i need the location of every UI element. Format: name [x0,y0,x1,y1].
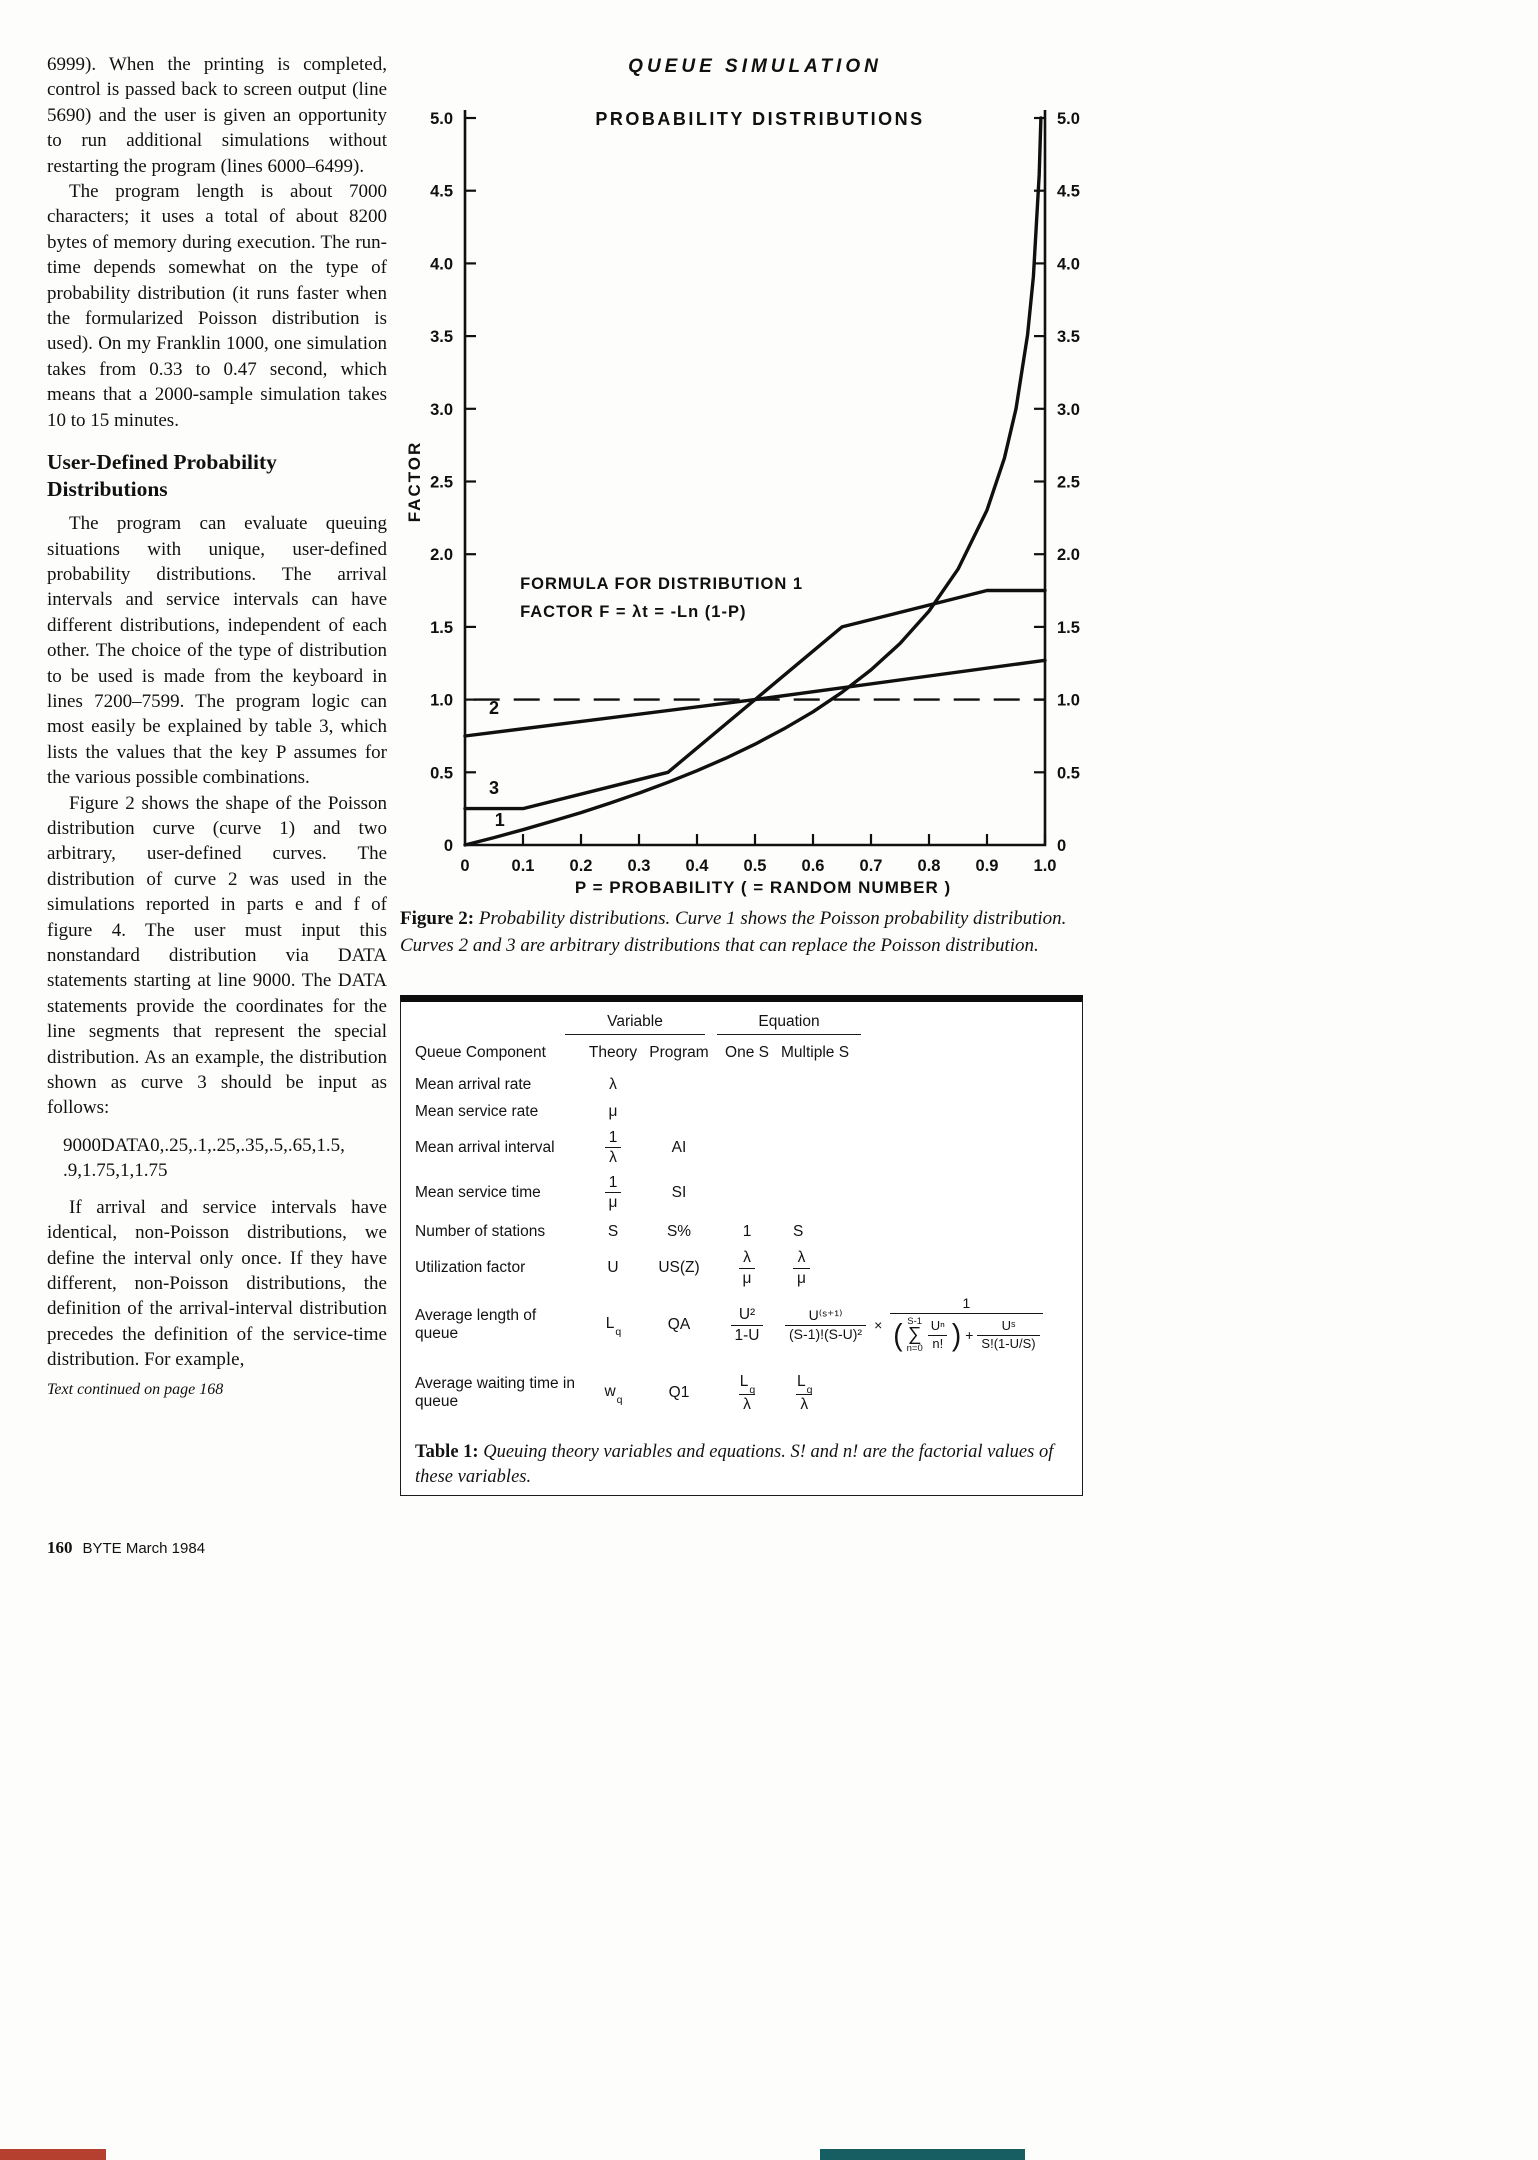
chart-title: PROBABILITY DISTRIBUTIONS [595,109,925,129]
y-tick-label-left: 1.5 [430,618,453,637]
table-row [415,1288,1068,1362]
symbol-base: L [797,1372,806,1390]
fraction-denominator: λ [796,1394,812,1413]
table-row [415,1125,1068,1170]
symbol-subscript: q [806,1383,813,1396]
group-header-variable: Variable [565,1013,705,1035]
cell-program: S% [666,1222,692,1240]
y-tick-label-left: 2.0 [430,546,453,565]
close-paren: ) [951,1317,962,1352]
curve-1 [465,118,1041,845]
fraction-denominator: S!(1-U/S) [977,1335,1039,1351]
fraction [605,1174,622,1211]
symbol-subscript: q [749,1383,756,1396]
symbol-base: L [739,1372,749,1390]
fraction [739,1249,756,1286]
open-paren: ( [893,1317,903,1352]
cell-theory [585,1129,641,1166]
page-edge-strip-teal [820,2149,1025,2160]
cell-theory: U [607,1259,619,1276]
cell-program: Q1 [668,1384,690,1401]
fraction-numerator: 1 [962,1295,971,1312]
cell-multiple-s: S [793,1222,804,1240]
cell-one-s: 1 [742,1222,752,1240]
y-axis-title: FACTOR [405,440,424,523]
fraction-numerator: λ [743,1249,751,1267]
cell-component: Mean arrival interval [415,1138,555,1156]
x-tick-label: 0.6 [801,857,825,875]
cell-one-s [717,1306,777,1343]
summation [907,1317,923,1354]
table-row [415,1248,1068,1288]
cell-theory: S [607,1222,619,1240]
probability-distributions-chart [400,48,1100,900]
cell-component: Mean service time [415,1183,541,1201]
fraction [977,1319,1039,1351]
x-axis-title: P = PROBABILITY ( = RANDOM NUMBER ) [574,878,952,897]
y-tick-label-right: 4.0 [1057,255,1080,274]
article-paragraph: 6999). When the printing is completed, control is passed back to screen output (line 5690) and the user is given an opportunity to run additional simulations without restarting the program (lines 6000–6499). [47,54,387,177]
symbol-subscript: q [616,1394,623,1407]
x-tick-label: 0.8 [917,857,941,875]
y-tick-label-left: 0.5 [430,764,453,783]
curve-label-1: 1 [494,810,505,831]
y-tick-label-right: 0 [1057,837,1067,855]
fraction-denominator: μ [739,1268,756,1287]
y-tick-label-right: 2.5 [1057,473,1080,492]
table-1 [400,995,1083,1496]
fraction-denominator: 1-U [731,1325,764,1344]
y-tick-label-right: 3.0 [1057,400,1080,419]
article-column [47,52,387,1415]
cell-component: Mean service rate [415,1102,539,1120]
y-tick-label-right: 1.5 [1057,618,1080,637]
code-line: 9000DATA0,.25,.1,.25,.35,.5,.65,1.5, [63,1134,345,1156]
section-heading: User-Defined Probability Distributions [47,450,277,502]
fraction-denominator: n! [928,1335,947,1351]
table-row [415,1170,1068,1215]
fraction-denominator: μ [793,1268,810,1287]
fraction-numerator: U² [738,1306,756,1324]
table-row [415,1098,1068,1125]
y-tick-label-right: 2.0 [1057,546,1080,565]
cell-theory: μ [608,1102,618,1120]
y-tick-label-left: 3.0 [430,400,453,419]
col-header-component: Queue Component [415,1044,546,1061]
table-caption-label: Table 1: [415,1442,479,1462]
table-row [415,1215,1068,1248]
continued-note: Text continued on page 168 [47,1380,224,1398]
chart-header: QUEUE SIMULATION [628,56,882,77]
fraction-denominator: μ [605,1192,622,1211]
cell-one-s [717,1373,777,1414]
fraction-denominator: (S-1)!(S-U)² [785,1325,866,1342]
table-caption-text: Queuing theory variables and equations. S! and n! are the factorial values of these variables. [415,1442,1054,1487]
article-paragraph: The program can evaluate queuing situations with unique, user-defined probability distributions. The arrival intervals and service intervals can have different distributions, independent of each other. The choice of the type of distribution to be used is made from the keyboard in lines 7200–7599. The program logic can most easily be explained by table 3, which lists the values that the key P assumes for the various possible combinations. [47,513,387,789]
y-tick-label-left: 5.0 [430,110,453,128]
cell-one-s [717,1249,777,1286]
fraction [793,1373,815,1414]
y-tick-label-left: 0 [443,837,453,855]
cell-program: US(Z) [658,1259,700,1276]
fraction [736,1373,758,1414]
x-tick-label: 0.7 [859,857,883,875]
col-header-program: Program [649,1044,709,1061]
y-tick-label-right: 1.0 [1057,691,1080,710]
fraction [793,1249,810,1286]
symbol-base: L [605,1314,615,1332]
cell-component: Utilization factor [415,1259,526,1276]
fraction-numerator [793,1373,815,1395]
y-tick-label-left: 3.5 [430,328,453,347]
y-tick-label-left: 2.5 [430,473,453,492]
fraction [785,1308,866,1342]
fraction-numerator: Uⁿ [930,1318,945,1334]
symbol-subscript: q [615,1326,622,1339]
figure-caption-label: Figure 2: [400,908,475,929]
sum-lower-limit: n=0 [906,1343,923,1355]
cell-multiple-s [777,1373,1068,1414]
table-row [415,1071,1068,1098]
cell-component: Average waiting time in queue [415,1375,575,1410]
chart-axes [465,110,1045,845]
y-tick-label-right: 5.0 [1057,110,1080,128]
cell-component: Number of stations [415,1222,546,1240]
y-tick-label-left: 4.5 [430,182,453,201]
group-header-equation: Equation [717,1013,861,1035]
fraction-numerator [736,1373,758,1395]
table-row [415,1362,1068,1424]
fraction-numerator: U⁽ˢ⁺¹⁾ [808,1307,843,1324]
fraction [731,1306,764,1343]
y-tick-label-left: 4.0 [430,255,453,274]
x-tick-label: 0.4 [685,857,709,875]
y-tick-label-right: 0.5 [1057,764,1080,783]
basic-data-statement [63,1133,387,1183]
fraction-numerator: 1 [608,1128,618,1146]
x-tick-label: 0.2 [569,857,593,875]
fraction [927,1319,949,1351]
figure-caption [400,906,1092,959]
table-group-headers [415,1012,1068,1039]
sigma-icon: ∑ [907,1324,922,1346]
table-caption [415,1440,1068,1490]
multiply-sign: × [874,1317,883,1333]
fraction [890,1296,1042,1353]
x-tick-label: 0.3 [627,857,651,875]
fraction-numerator: 1 [608,1173,618,1191]
figure-caption-text: Probability distributions. Curve 1 shows the Poisson probability distribution. Curves 2 and 3 are arbitrary distributions that can replace the Poisson distribution. [400,908,1067,956]
article-paragraph: Figure 2 shows the shape of the Poisson distribution curve (curve 1) and two arbitrary, user-defined curves. The distribution of curve 2 was used in the simulations reported in parts e and f of figure 4. The user must input this nonstandard distribution via DATA statements starting at line 9000. The DATA statements provide the coordinates for the line segments that represent the special distribution. As an example, the distribution shown as curve 3 should be input as follows: [47,792,387,1119]
x-tick-label: 0.1 [511,857,535,875]
magazine-name-date: BYTE March 1984 [82,1540,206,1557]
y-tick-label-right: 4.5 [1057,182,1080,201]
x-tick-label: 1.0 [1033,857,1057,875]
fraction-denominator [890,1313,1042,1354]
plus-sign: + [965,1326,974,1343]
x-tick-label: 0.5 [743,857,767,875]
article-paragraph: The program length is about 7000 characters; it uses a total of about 8200 bytes of memory during execution. The run-time depends somewhat on the type of probability distribution (it runs faster when the formularized Poisson distribution is used). On my Franklin 1000, one simulation takes from 0.33 to 0.47 second, which means that a 2000-sample simulation takes 10 to 15 minutes. [47,181,387,431]
col-header-one-s: One S [725,1044,769,1061]
cell-theory: λ [609,1075,617,1093]
formula-annotation-line: FORMULA FOR DISTRIBUTION 1 [520,575,804,594]
fraction-numerator: Uˢ [1001,1318,1016,1334]
page-edge-strip-red [0,2149,106,2160]
cell-theory [585,1314,641,1339]
cell-component: Average length of queue [415,1307,537,1342]
cell-component: Mean arrival rate [415,1075,532,1093]
cell-program: SI [671,1183,687,1201]
cell-theory [585,1174,641,1211]
y-tick-label-right: 3.5 [1057,328,1080,347]
sum-upper-limit: S-1 [907,1315,923,1327]
symbol-base: w [604,1382,616,1400]
fraction-denominator: λ [739,1394,755,1413]
fraction-denominator: λ [605,1147,621,1166]
curve-label-2: 2 [488,698,500,719]
cell-program: QA [667,1316,691,1333]
col-header-theory: Theory [588,1044,638,1061]
article-paragraph: If arrival and service intervals have identical, non-Poisson distributions, we define the interval only once. If they have different, non-Poisson distributions, the definition of the arrival-interval distribution precedes the definition of the service-time distribution. For example, [47,1196,387,1371]
formula-annotation-line: FACTOR F = λt = -Ln (1-P) [520,603,747,622]
cell-multiple-s-formula [777,1296,1068,1353]
code-line: .9,1.75,1,1.75 [63,1159,168,1181]
y-tick-label-left: 1.0 [430,691,453,710]
x-tick-label: 0 [460,857,470,875]
col-header-multiple-s: Multiple S [781,1044,850,1061]
cell-program: AI [671,1138,687,1156]
curve-label-3: 3 [488,778,500,799]
table-header-row [415,1039,1068,1067]
x-tick-label: 0.9 [975,857,999,875]
page-number: 160 [47,1538,73,1557]
page-footer [47,1538,205,1558]
cell-theory [585,1382,641,1407]
fraction-numerator: λ [797,1249,806,1267]
cell-multiple-s [777,1249,1068,1286]
fraction [605,1129,622,1166]
